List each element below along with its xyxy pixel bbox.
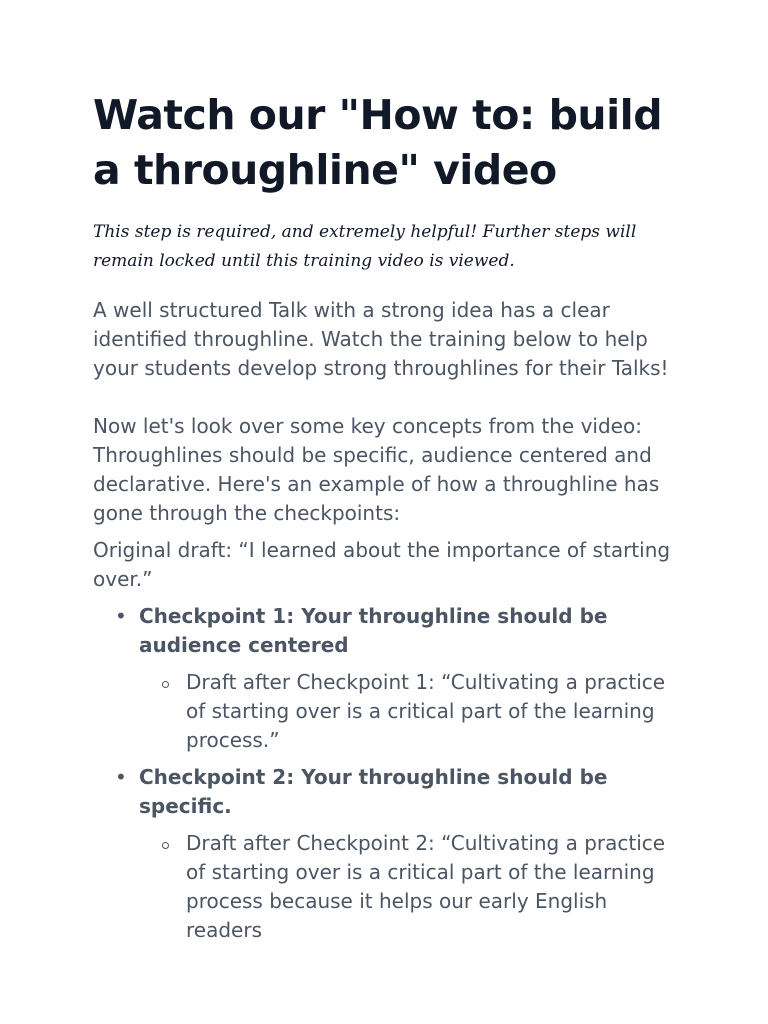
checkpoint-label: Checkpoint 1: Your throughline should be audience centered [139,604,608,657]
bullet-disc-icon: • [115,765,127,789]
draft-list [139,668,684,755]
draft-list [139,829,684,945]
checkpoint-label: Checkpoint 2: Your throughline should be specific. [139,765,608,818]
checkpoint-item [115,763,684,945]
bullet-disc-icon: • [115,604,127,628]
intro-paragraph: A well structured Talk with a strong idea has a clear identified throughline. Watch the training below to help your students develop strong throughlines for their Talks! [93,298,669,380]
concepts-paragraph: Now let's look over some key concepts from the video: Throughlines should be specific, audience centered and declarative. Here's an example of how a throughline has gone through the checkpoints: [93,414,660,525]
page-title: Watch our "How to: build a throughline" video [93,91,663,194]
draft-item [186,668,684,755]
original-draft-paragraph: Original draft: “I learned about the importance of starting over.” [93,538,671,591]
draft-text: Draft after Checkpoint 1: “Cultivating a practice of starting over is a critical part of the learning process.” [186,670,666,752]
checkpoint-list [93,602,684,945]
bullet-circle-icon [162,842,169,849]
checkpoint-item [115,602,684,755]
requirement-note: This step is required, and extremely helpful! Further steps will remain locked until this training video is viewed. [93,222,637,271]
draft-text: Draft after Checkpoint 2: “Cultivating a practice of starting over is a critical part of the learning process because it helps our early English readers [186,831,666,942]
draft-item [186,829,684,945]
bullet-circle-icon [162,681,169,688]
